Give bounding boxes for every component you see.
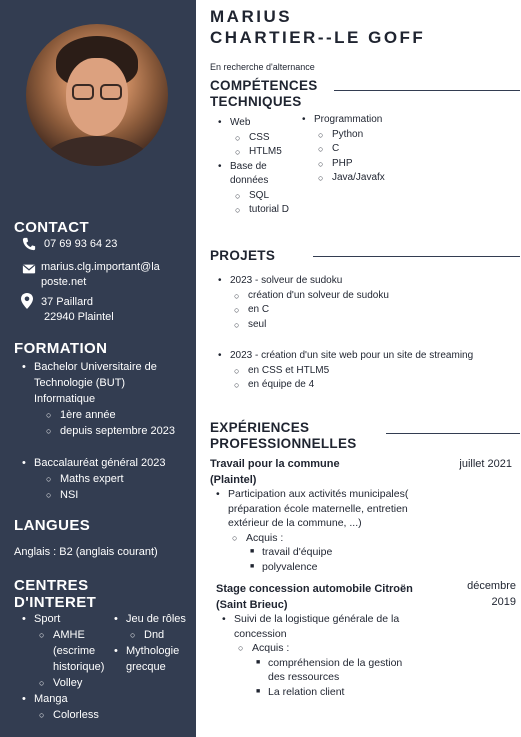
job2-title: Stage concession automobile Citroën (Saint Brieuc) bbox=[216, 583, 413, 611]
job2-date: décembre 2019 bbox=[467, 580, 516, 608]
sidebar bbox=[0, 0, 196, 737]
section-divider bbox=[334, 90, 520, 91]
candidate-name: MARIUS CHARTIER--LE GOFF bbox=[210, 7, 426, 47]
envelope-icon bbox=[22, 262, 36, 276]
job-detail-item: • Suivi de la logistique générale de la concession ○ Acquis : ■ compréhension de la gestion des ressources ■ La relation client bbox=[220, 612, 510, 699]
interest-sub-item: ○ AMHE (escrime historique) bbox=[39, 627, 114, 675]
project-sub-item: ○ création d'un solveur de sudoku bbox=[234, 289, 516, 304]
formation-list bbox=[20, 359, 192, 503]
job1-title: Travail pour la commune (Plaintel) bbox=[210, 458, 340, 486]
contact-heading: CONTACT bbox=[14, 219, 90, 236]
contact-email-line2[interactable]: poste.net bbox=[41, 276, 87, 288]
skill-sub-item: ○ Python bbox=[318, 128, 420, 143]
subtitle: En recherche d'alternance bbox=[210, 62, 315, 72]
acquis-item: ■ polyvalence bbox=[248, 560, 514, 575]
interest-sub-item: ○ Dnd bbox=[130, 627, 194, 643]
project-sub-item: ○ en CSS et HTLM5 bbox=[234, 364, 516, 379]
experiences-heading: EXPÉRIENCES PROFESSIONNELLES bbox=[210, 420, 357, 451]
skill-sub-item: ○ tutorial D bbox=[235, 203, 302, 218]
interest-item: • Manga ○ Colorless bbox=[20, 691, 114, 723]
interest-item: • Sport ○ AMHE (escrime historique) ○ Volley bbox=[20, 611, 114, 691]
competences-heading: COMPÉTENCES TECHNIQUES bbox=[210, 78, 318, 109]
interests-col1 bbox=[20, 611, 114, 723]
interest-sub-item: ○ Volley bbox=[39, 675, 114, 691]
formation-item: • Bachelor Universitaire de Technologie (BUT) Informatique ○ 1ère année ○ depuis septembre 2023 bbox=[20, 359, 192, 439]
acquis-item: ■ travail d'équipe bbox=[248, 545, 514, 560]
formation-sub-item: ○ depuis septembre 2023 bbox=[46, 423, 192, 439]
formation-item: • Baccalauréat général 2023 ○ Maths expert ○ NSI bbox=[20, 455, 192, 503]
formation-sub-item: ○ Maths expert bbox=[46, 471, 192, 487]
project-sub-item: ○ seul bbox=[234, 318, 516, 333]
interest-sub-item: ○ Colorless bbox=[39, 707, 114, 723]
project-sub-item: ○ en C bbox=[234, 303, 516, 318]
skill-sub-item: ○ C bbox=[318, 142, 420, 157]
location-pin-icon bbox=[20, 292, 34, 310]
projets-heading: PROJETS bbox=[210, 248, 276, 263]
interest-item: • Jeu de rôles ○ Dnd bbox=[112, 611, 194, 643]
contact-address-line1: 37 Paillard bbox=[41, 296, 93, 308]
formation-sub-item: ○ 1ère année bbox=[46, 407, 192, 423]
project-item: • 2023 - solveur de sudoku ○ création d'un solveur de sudoku ○ en C ○ seul bbox=[216, 274, 516, 332]
formation-heading: FORMATION bbox=[14, 340, 108, 357]
skill-sub-item: ○ CSS bbox=[235, 131, 302, 146]
contact-phone[interactable]: 07 69 93 64 23 bbox=[44, 238, 118, 250]
skill-item: • Programmation ○ Python ○ C ○ PHP ○ Java/Javafx bbox=[300, 113, 420, 186]
project-sub-item: ○ en équipe de 4 bbox=[234, 378, 516, 393]
acquis-item: ■ compréhension de la gestion des ressources bbox=[254, 656, 510, 685]
projects-list bbox=[216, 274, 516, 393]
job-detail-item: • Participation aux activités municipales( préparation école maternelle, entretien extérieur de la commune, ...) ○ Acquis : ■ travail d'équipe ■ polyvalence bbox=[214, 487, 514, 574]
job1-date: juillet 2021 bbox=[459, 458, 512, 470]
interests-heading: CENTRES D'INTERET bbox=[14, 577, 97, 611]
skill-sub-item: ○ PHP bbox=[318, 157, 420, 172]
interest-item: • Mythologie grecque bbox=[112, 643, 194, 675]
formation-sub-item: ○ NSI bbox=[46, 487, 192, 503]
skill-item: • Web ○ CSS ○ HTLM5 bbox=[216, 116, 302, 160]
langues-text: Anglais : B2 (anglais courant) bbox=[14, 546, 158, 558]
langues-heading: LANGUES bbox=[14, 517, 91, 534]
skill-sub-item: ○ SQL bbox=[235, 189, 302, 204]
job-acquis: ○ Acquis : ■ compréhension de la gestion des ressources ■ La relation client bbox=[238, 641, 510, 699]
skill-sub-item: ○ HTLM5 bbox=[235, 145, 302, 160]
section-divider bbox=[313, 256, 520, 257]
contact-address-line2: 22940 Plaintel bbox=[44, 311, 114, 323]
job1-details bbox=[214, 487, 514, 574]
acquis-item: ■ La relation client bbox=[254, 685, 510, 700]
profile-photo bbox=[26, 24, 168, 166]
section-divider bbox=[386, 433, 520, 434]
skill-item: • Base de données ○ SQL ○ tutorial D bbox=[216, 160, 302, 218]
contact-email-line1[interactable]: marius.clg.important@la bbox=[41, 261, 160, 273]
phone-icon bbox=[22, 237, 36, 251]
interests-col2 bbox=[112, 611, 194, 675]
job-acquis: ○ Acquis : ■ travail d'équipe ■ polyvalence bbox=[232, 531, 514, 575]
skill-sub-item: ○ Java/Javafx bbox=[318, 171, 420, 186]
project-item: • 2023 - création d'un site web pour un site de streaming ○ en CSS et HTLM5 ○ en équipe de 4 bbox=[216, 349, 516, 393]
skills-col2 bbox=[300, 113, 420, 186]
job2-details bbox=[220, 612, 510, 699]
skills-col1 bbox=[216, 116, 302, 218]
